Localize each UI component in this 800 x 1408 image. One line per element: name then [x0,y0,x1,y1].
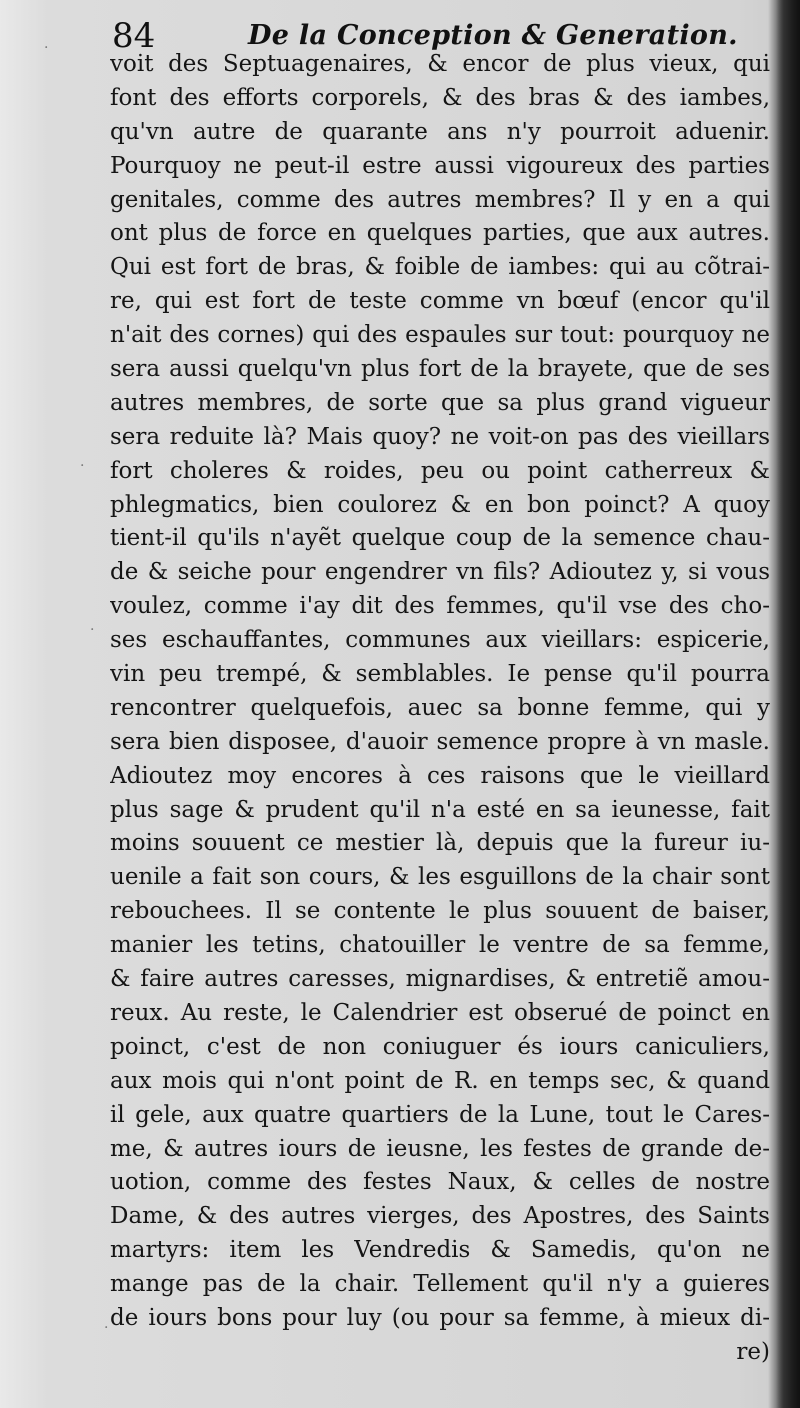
text-line: mange pas de la chair. Tellement qu'il n'y a guieres [110,1271,770,1298]
text-line: uenile a fait son cours, & les esguillons de la chair sont [110,864,770,891]
text-line: Qui est fort de bras, & foible de iambes: qui au cõtrai- [110,254,770,281]
text-line: voulez, comme i'ay dit des femmes, qu'il vse des cho- [110,593,770,620]
text-line: plus sage & prudent qu'il n'a esté en sa ieunesse, fait [110,796,770,823]
text-line: vin peu trempé, & semblables. Ie pense qu'il pourra [110,661,770,688]
text-line: Pourquoy ne peut-il estre aussi vigoureux des parties [110,152,770,179]
margin-speck: · [90,622,95,638]
text-line: genitales, comme des autres membres? Il y en a qui [110,186,770,213]
text-line: font des efforts corporels, & des bras & des iambes, [110,84,770,111]
text-line: manier les tetins, chatouiller le ventre de sa femme, [110,932,770,959]
text-line: n'ait des cornes) qui des espaules sur tout: pourquoy ne [110,322,770,349]
text-line: ses eschauffantes, communes aux vieillars: espicerie, [110,627,770,654]
text-line: Dame, & des autres vierges, des Apostres, des Saints [110,1203,770,1230]
text-line: qu'vn autre de quarante ans n'y pourroit aduenir. [110,118,770,145]
margin-speck: · [80,458,85,474]
running-title: De la Conception & Generation. [248,20,738,51]
text-line: ont plus de force en quelques parties, que aux autres. [110,220,770,247]
text-line: me, & autres iours de ieusne, les festes de grande de- [110,1135,770,1162]
text-line: de iours bons pour luy (ou pour sa femme, à mieux di- [110,1304,770,1331]
page-number: 84 [112,16,156,56]
text-line: sera aussi quelqu'vn plus fort de la brayete, que de ses [110,356,770,383]
text-line: martyrs: item les Vendredis & Samedis, qu'on ne [110,1237,770,1264]
text-line: Adioutez moy encores à ces raisons que le vieillard [110,762,770,789]
text-line: sera bien disposee, d'auoir semence propre à vn masle. [110,728,770,755]
body-text [110,48,770,1370]
text-line: moins souuent ce mestier là, depuis que la fureur iu- [110,830,770,857]
text-line: phlegmatics, bien coulorez & en bon poinct? A quoy [110,491,770,518]
text-line: fort choleres & roides, peu ou point catherreux & [110,457,770,484]
text-line: reux. Au reste, le Calendrier est obserué de poinct en [110,999,770,1026]
text-line: uotion, comme des festes Naux, & celles de nostre [110,1169,770,1196]
text-line: poinct, c'est de non coniuguer és iours caniculiers, [110,1033,770,1060]
text-line: il gele, aux quatre quartiers de la Lune, tout le Cares- [110,1101,770,1128]
text-line: aux mois qui n'ont point de R. en temps sec, & quand [110,1067,770,1094]
text-line: autres membres, de sorte que sa plus grand vigueur [110,389,770,416]
text-line: sera reduite là? Mais quoy? ne voit-on pas des vieillars [110,423,770,450]
text-line: de & seiche pour engendrer vn fils? Adioutez y, si vous [110,559,770,586]
text-line: re) [736,1338,770,1365]
margin-speck: · [104,1320,109,1336]
text-line: re, qui est fort de teste comme vn bœuf (encor qu'il [110,288,770,315]
text-line: voit des Septuagenaires, & encor de plus vieux, qui [110,51,770,77]
margin-speck: · [44,40,49,56]
text-line: & faire autres caresses, mignardises, & entretiẽ amou- [110,966,770,993]
text-line: rebouchees. Il se contente le plus souuent de baiser, [110,898,770,925]
text-line: tient-il qu'ils n'ayẽt quelque coup de la semence chau- [110,525,770,552]
text-line: rencontrer quelquefois, auec sa bonne femme, qui y [110,694,770,721]
